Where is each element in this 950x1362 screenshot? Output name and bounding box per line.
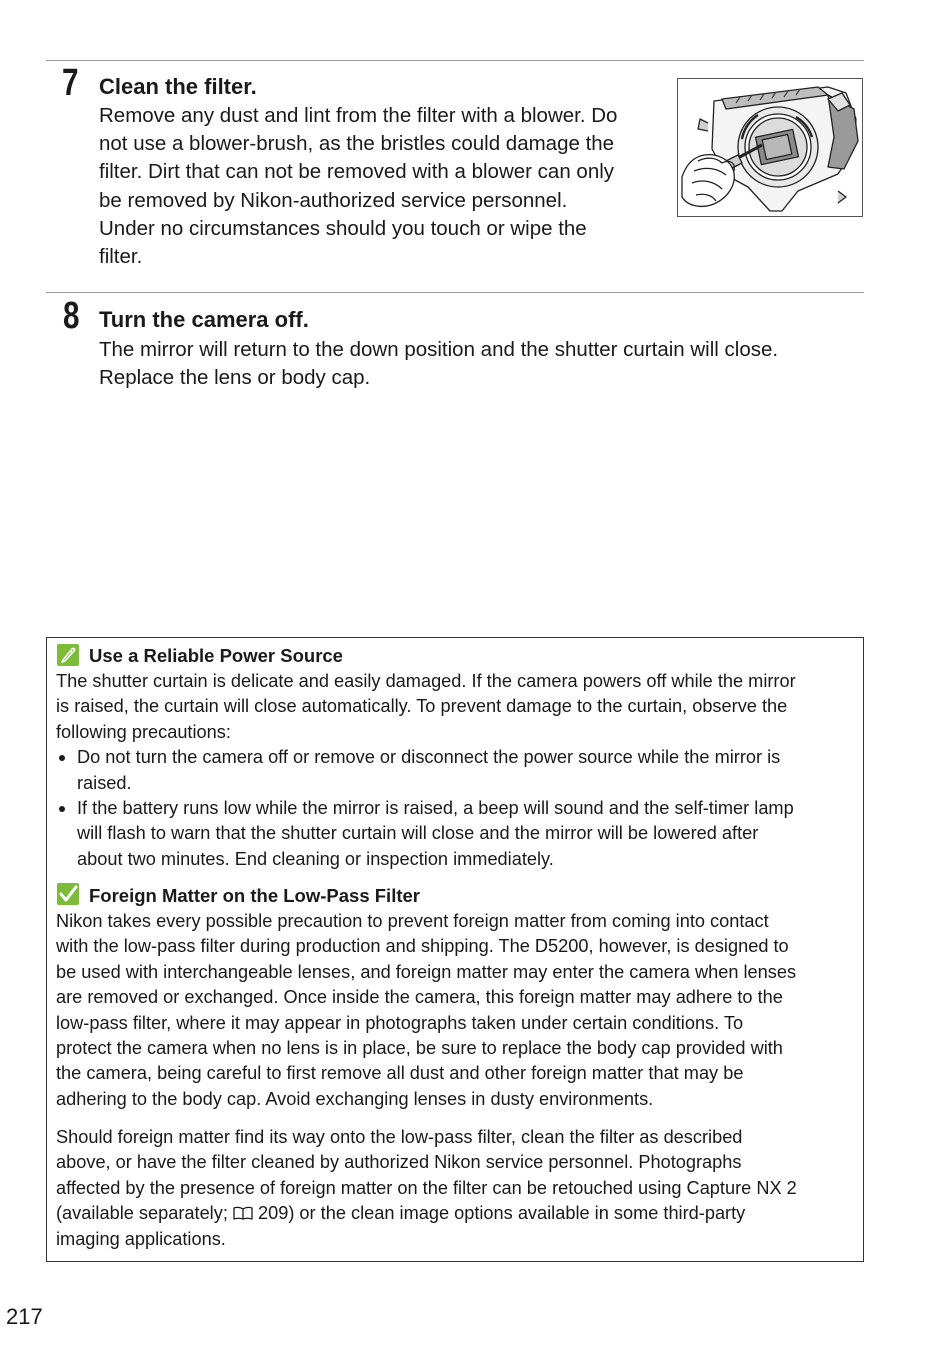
power-note-title: Use a Reliable Power Source — [89, 645, 343, 666]
camera-cleaning-drawing — [678, 79, 863, 217]
list-item-line: If the battery runs low while the mirror is raised, a beep will sound and the self-timer lamp — [77, 798, 794, 819]
reference-page[interactable]: 209) or the clean image options available in some third-party — [252, 1203, 746, 1224]
precautions-list — [56, 745, 856, 872]
section-divider-middle — [46, 292, 864, 293]
section-divider-top — [46, 60, 864, 61]
power-note-line: The shutter curtain is delicate and easily damaged. If the camera powers off while the mirror — [56, 671, 796, 691]
step-7-line: be removed by Nikon-authorized service personnel. — [99, 188, 568, 212]
foreign-matter-para-2 — [56, 1125, 856, 1252]
list-item-line: Do not turn the camera off or remove or disconnect the power source while the mirror is — [77, 747, 781, 768]
list-item — [56, 796, 856, 872]
paragraph-line: with the low-pass filter during production and shipping. The D5200, however, is designed to — [56, 936, 789, 957]
step-7-line: filter. — [99, 245, 143, 269]
step-8-body — [99, 336, 859, 392]
step-8-line: Replace the lens or body cap. — [99, 366, 371, 390]
checkmark-icon — [57, 883, 79, 905]
step-7-line: filter. Dirt that can not be removed with a blower can only — [99, 160, 615, 184]
paragraph-line: affected by the presence of foreign matter on the filter can be retouched using Capture NX 2 — [56, 1177, 797, 1198]
foreign-matter-para-1 — [56, 909, 856, 1112]
paragraph-line: Nikon takes every possible precaution to prevent foreign matter from coming into contact — [56, 911, 769, 931]
page-number: 217 — [6, 1304, 43, 1329]
paragraph-line: imaging applications. — [56, 1228, 226, 1249]
step-7-line: Under no circumstances should you touch or wipe the — [99, 216, 587, 240]
power-note-line: is raised, the curtain will close automatically. To prevent damage to the curtain, observe the — [56, 696, 788, 717]
step-7-body — [99, 102, 669, 271]
step-7-number: 7 — [62, 62, 79, 104]
step-8-number: 8 — [63, 295, 80, 337]
paragraph-line-with-reference — [56, 1201, 856, 1226]
book-icon — [233, 1206, 253, 1220]
notes-box — [46, 637, 864, 1262]
paragraph-line: above, or have the filter cleaned by authorized Nikon service personnel. Photographs — [56, 1152, 742, 1173]
power-note-body — [56, 669, 856, 872]
power-note-line: following precautions: — [56, 721, 231, 742]
reference-prefix: (available separately; — [56, 1203, 233, 1224]
list-item — [56, 745, 856, 796]
list-item-line: about two minutes. End cleaning or inspection immediately. — [77, 848, 554, 869]
step-8-line: The mirror will return to the down position and the shutter curtain will close. — [99, 338, 779, 361]
foreign-matter-note-title: Foreign Matter on the Low-Pass Filter — [89, 885, 420, 906]
paragraph-line: protect the camera when no lens is in place, be sure to replace the body cap provided with — [56, 1038, 783, 1059]
step-7-line: not use a blower-brush, as the bristles could damage the — [99, 132, 615, 156]
paragraph-line: the camera, being careful to first remove all dust and other foreign matter that may be — [56, 1063, 744, 1084]
paragraph-line: low-pass filter, where it may appear in photographs taken under certain conditions. To — [56, 1012, 744, 1033]
paragraph-line: are removed or exchanged. Once inside the camera, this foreign matter may adhere to the — [56, 987, 783, 1008]
step-8-title: Turn the camera off. — [99, 307, 309, 332]
camera-blower-illustration — [677, 78, 863, 217]
list-item-line: will flash to warn that the shutter curtain will close and the mirror will be lowered after — [77, 823, 759, 844]
paragraph-line: be used with interchangeable lenses, and foreign matter may enter the camera when lenses — [56, 961, 797, 982]
paragraph-line: Should foreign matter find its way onto the low-pass filter, clean the filter as described — [56, 1127, 743, 1147]
pencil-note-icon — [57, 644, 79, 666]
step-7-line: Remove any dust and lint from the filter with a blower. Do — [99, 104, 618, 127]
list-item-line: raised. — [77, 772, 132, 793]
paragraph-line: adhering to the body cap. Avoid exchanging lenses in dusty environments. — [56, 1088, 654, 1109]
step-7-title: Clean the filter. — [99, 74, 257, 99]
